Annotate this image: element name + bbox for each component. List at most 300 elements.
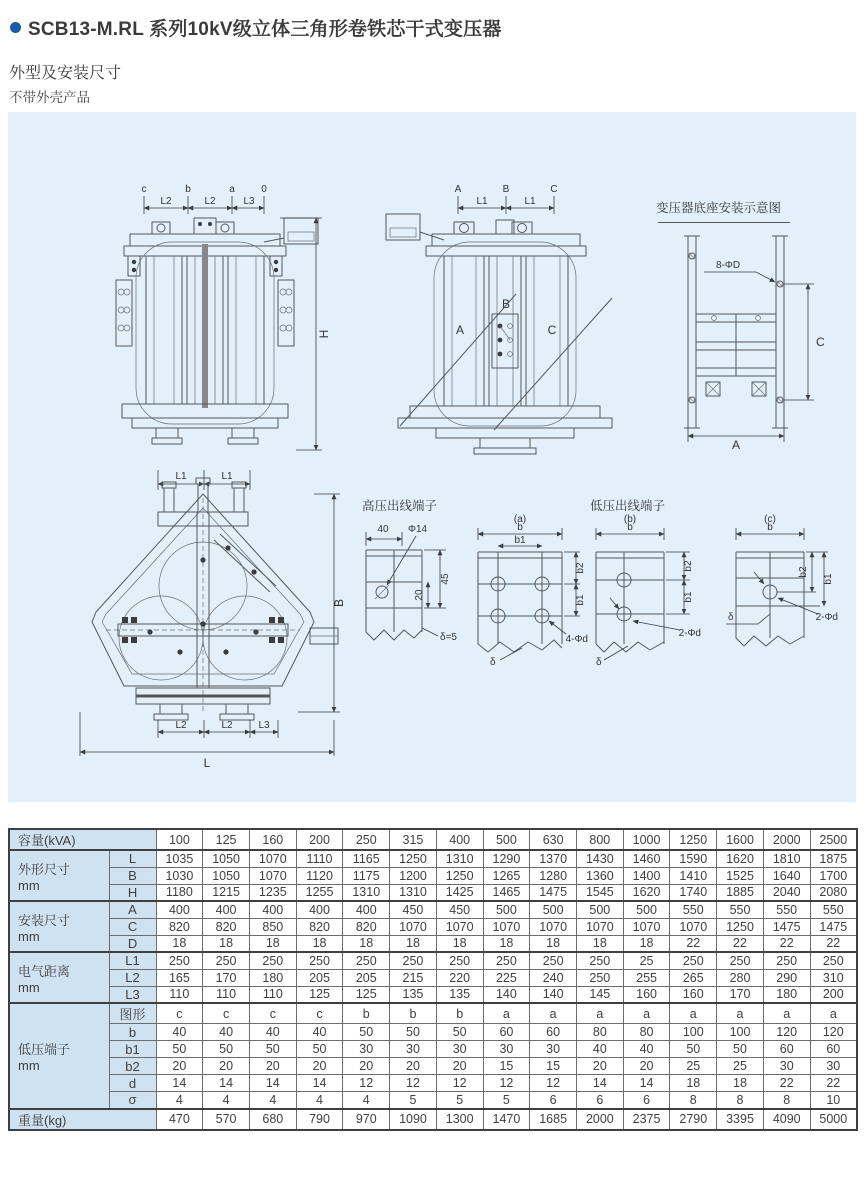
cell-value: 310 (810, 969, 857, 986)
capacity-value: 125 (203, 829, 250, 850)
cell-value: c (249, 1003, 296, 1024)
cell-value: 50 (203, 1041, 250, 1058)
cell-value: 40 (296, 1024, 343, 1041)
dim-label: C (816, 335, 825, 349)
cell-value: 1620 (717, 850, 764, 867)
weight-value: 3395 (717, 1109, 764, 1130)
row-label: b (109, 1024, 156, 1041)
page-title: SCB13-M.RL 系列10kV级立体三角形卷铁芯干式变压器 (28, 19, 502, 40)
terminal-c-drawing (724, 510, 839, 675)
cell-value: 120 (810, 1024, 857, 1041)
row-label: σ (109, 1092, 156, 1109)
cell-value: 20 (390, 1058, 437, 1075)
dim-label: L (203, 756, 211, 770)
cell-value: 14 (623, 1075, 670, 1092)
cell-value: 120 (763, 1024, 810, 1041)
caption-underline (658, 222, 790, 223)
weight-value: 1300 (436, 1109, 483, 1130)
cell-value: 22 (810, 935, 857, 952)
weight-value: 2790 (670, 1109, 717, 1130)
cell-value: 50 (343, 1024, 390, 1041)
cell-value: 6 (530, 1092, 577, 1109)
dim-label: L1 (175, 471, 187, 482)
cell-value: 265 (670, 969, 717, 986)
cell-value: 40 (623, 1041, 670, 1058)
cell-value: 1310 (390, 884, 437, 901)
cell-value: 1110 (296, 850, 343, 867)
base-mount-drawing (656, 230, 846, 450)
cell-value: 18 (670, 1075, 717, 1092)
cell-value: 1050 (203, 867, 250, 884)
cell-value: 8 (717, 1092, 764, 1109)
capacity-value: 1000 (623, 829, 670, 850)
cell-value: 1290 (483, 850, 530, 867)
weight-value: 4090 (763, 1109, 810, 1130)
cell-value: a (576, 1003, 623, 1024)
cell-value: 50 (670, 1041, 717, 1058)
cell-value: 6 (623, 1092, 670, 1109)
cell-value: 1875 (810, 850, 857, 867)
cell-value: 110 (156, 986, 203, 1003)
cell-value: 205 (343, 969, 390, 986)
cell-value: 18 (530, 935, 577, 952)
cell-value: 4 (249, 1092, 296, 1109)
row-label: A (109, 901, 156, 918)
cell-value: 220 (436, 969, 483, 986)
cell-value: 30 (343, 1041, 390, 1058)
cell-value: 170 (203, 969, 250, 986)
cell-value: 250 (763, 952, 810, 969)
cell-value: 250 (576, 952, 623, 969)
cell-value: 215 (390, 969, 437, 986)
cell-value: 18 (623, 935, 670, 952)
dim-label: δ (728, 612, 734, 623)
dim-label: A (731, 438, 741, 450)
cell-value: 12 (390, 1075, 437, 1092)
body-label: B (501, 297, 511, 311)
cell-value: 25 (670, 1058, 717, 1075)
dim-label: b (517, 522, 523, 533)
dim-label: 4-Φd (565, 634, 588, 645)
cell-value: 2080 (810, 884, 857, 901)
cell-value: b (390, 1003, 437, 1024)
cell-value: a (530, 1003, 577, 1024)
cell-value: 12 (343, 1075, 390, 1092)
cell-value: a (717, 1003, 764, 1024)
cell-value: 30 (483, 1041, 530, 1058)
cell-value: 1175 (343, 867, 390, 884)
cell-value: 50 (156, 1041, 203, 1058)
cell-value: 250 (296, 952, 343, 969)
cell-value: 110 (249, 986, 296, 1003)
cell-value: 400 (203, 901, 250, 918)
row-label: 图形 (109, 1003, 156, 1024)
dim-label: b1 (823, 573, 834, 585)
cell-value: 180 (249, 969, 296, 986)
capacity-value: 500 (483, 829, 530, 850)
weight-value: 1470 (483, 1109, 530, 1130)
dim-label: L3 (243, 196, 255, 207)
cell-value: 80 (623, 1024, 670, 1041)
cell-value: 1740 (670, 884, 717, 901)
cell-value: 25 (717, 1058, 764, 1075)
cell-value: 160 (670, 986, 717, 1003)
capacity-value: 2000 (763, 829, 810, 850)
dim-label: b (185, 184, 191, 195)
cell-value: 500 (483, 901, 530, 918)
cell-value: 250 (203, 952, 250, 969)
cell-value: 18 (390, 935, 437, 952)
cell-value: 1070 (249, 867, 296, 884)
cell-value: 1070 (576, 918, 623, 935)
cell-value: 250 (717, 952, 764, 969)
terminal-a-drawing (470, 510, 590, 675)
cell-value: 1165 (343, 850, 390, 867)
cell-value: 550 (810, 901, 857, 918)
weight-value: 790 (296, 1109, 343, 1130)
dim-label: L2 (204, 196, 216, 207)
hv-terminal-drawing (356, 520, 471, 670)
weight-value: 5000 (810, 1109, 857, 1130)
cell-value: 135 (390, 986, 437, 1003)
weight-value: 2375 (623, 1109, 670, 1130)
cell-value: 1425 (436, 884, 483, 901)
spec-table-container (8, 828, 858, 1131)
cell-value: 1070 (436, 918, 483, 935)
cell-value: 140 (530, 986, 577, 1003)
cell-value: 14 (249, 1075, 296, 1092)
cell-value: 5 (390, 1092, 437, 1109)
cell-value: 1700 (810, 867, 857, 884)
cell-value: 1810 (763, 850, 810, 867)
cell-value: 100 (717, 1024, 764, 1041)
cell-value: a (483, 1003, 530, 1024)
cell-value: 500 (623, 901, 670, 918)
cell-value: 400 (343, 901, 390, 918)
dim-label: 0 (261, 184, 267, 195)
terminal-b-drawing (588, 510, 703, 675)
row-label: C (109, 918, 156, 935)
dim-label: b (627, 522, 633, 533)
cell-value: 20 (203, 1058, 250, 1075)
cell-value: 165 (156, 969, 203, 986)
base-mount-caption: 变压器底座安装示意图 (656, 201, 782, 215)
side-view-drawing (360, 182, 650, 482)
cell-value: 18 (156, 935, 203, 952)
cell-value: 1070 (670, 918, 717, 935)
cell-value: 180 (763, 986, 810, 1003)
cell-value: 30 (763, 1058, 810, 1075)
cell-value: 22 (810, 1075, 857, 1092)
cell-value: 1250 (717, 918, 764, 935)
cell-value: 205 (296, 969, 343, 986)
cell-value: 1235 (249, 884, 296, 901)
cell-value: 5 (436, 1092, 483, 1109)
cell-value: 1525 (717, 867, 764, 884)
cell-value: 250 (810, 952, 857, 969)
cell-value: 80 (576, 1024, 623, 1041)
cell-value: 50 (249, 1041, 296, 1058)
cell-value: 20 (343, 1058, 390, 1075)
cell-value: 1280 (530, 867, 577, 884)
hv-terminal-caption: 高压出线端子 (362, 499, 438, 513)
cell-value: 30 (436, 1041, 483, 1058)
dim-label: b2 (798, 566, 809, 578)
row-label: L (109, 850, 156, 867)
cell-value: 820 (203, 918, 250, 935)
capacity-value: 1250 (670, 829, 717, 850)
dim-label: L1 (476, 196, 488, 207)
cell-value: 60 (483, 1024, 530, 1041)
cell-value: c (296, 1003, 343, 1024)
cell-value: 1120 (296, 867, 343, 884)
capacity-value: 2500 (810, 829, 857, 850)
cell-value: 1475 (810, 918, 857, 935)
row-label: L2 (109, 969, 156, 986)
holes-label: 8-ΦD (715, 260, 741, 271)
dim-label: 2-Φd (678, 628, 701, 639)
cell-value: 1465 (483, 884, 530, 901)
row-label: B (109, 867, 156, 884)
cell-value: 12 (530, 1075, 577, 1092)
capacity-row-label: 容量(kVA) (9, 829, 156, 850)
cell-value: 40 (576, 1041, 623, 1058)
cell-value: 1590 (670, 850, 717, 867)
cell-value: 820 (343, 918, 390, 935)
cell-value: 18 (343, 935, 390, 952)
cell-value: 4 (343, 1092, 390, 1109)
cell-value: 1070 (530, 918, 577, 935)
group-label: 电气距离 mm (9, 952, 109, 1003)
cell-value: 1070 (390, 918, 437, 935)
dim-label: 45 (440, 573, 451, 585)
cell-value: 400 (296, 901, 343, 918)
cell-value: 250 (436, 952, 483, 969)
cell-value: 1250 (436, 867, 483, 884)
cell-value: 5 (483, 1092, 530, 1109)
cell-value: 1255 (296, 884, 343, 901)
cell-value: 50 (390, 1024, 437, 1041)
capacity-value: 100 (156, 829, 203, 850)
cell-value: 40 (203, 1024, 250, 1041)
dim-label: δ (490, 657, 496, 668)
cell-value: 250 (670, 952, 717, 969)
cell-value: c (203, 1003, 250, 1024)
body-label: A (455, 323, 465, 337)
cell-value: 25 (623, 952, 670, 969)
cell-value: 12 (483, 1075, 530, 1092)
cell-value: 18 (296, 935, 343, 952)
cell-value: 550 (717, 901, 764, 918)
bullet-icon (10, 22, 21, 33)
dim-label: C (550, 184, 558, 195)
cell-value: 250 (249, 952, 296, 969)
cell-value: 10 (810, 1092, 857, 1109)
dim-label: L3 (258, 720, 270, 731)
dim-label: L1 (221, 471, 233, 482)
cell-value: 1070 (249, 850, 296, 867)
cell-value: 250 (343, 952, 390, 969)
row-label: H (109, 884, 156, 901)
group-label: 低压端子 mm (9, 1003, 109, 1109)
dim-label: B (502, 184, 510, 195)
cell-value: 1460 (623, 850, 670, 867)
cell-value: 14 (296, 1075, 343, 1092)
cell-value: 250 (156, 952, 203, 969)
dim-label: δ=5 (440, 632, 457, 643)
cell-value: 22 (670, 935, 717, 952)
cell-value: 8 (670, 1092, 717, 1109)
dim-label: L1 (524, 196, 536, 207)
dim-label: 20 (414, 589, 425, 601)
cell-value: 450 (436, 901, 483, 918)
drawing-panel (8, 112, 856, 802)
dim-label: L2 (221, 720, 233, 731)
capacity-value: 160 (249, 829, 296, 850)
cell-value: 18 (717, 1075, 764, 1092)
cell-value: 200 (810, 986, 857, 1003)
cell-value: 225 (483, 969, 530, 986)
cell-value: 1545 (576, 884, 623, 901)
cell-value: 250 (576, 969, 623, 986)
cell-value: 22 (717, 935, 764, 952)
cell-value: a (763, 1003, 810, 1024)
cell-value: 6 (576, 1092, 623, 1109)
cell-value: 110 (203, 986, 250, 1003)
cell-value: 400 (249, 901, 296, 918)
section-subtitle: 外型及安装尺寸 (9, 65, 122, 82)
dim-label: B (332, 598, 346, 608)
weight-row-label: 重量(kg) (9, 1109, 156, 1130)
cell-value: 18 (483, 935, 530, 952)
spec-table (8, 828, 858, 1131)
cell-value: 820 (156, 918, 203, 935)
cell-value: 1430 (576, 850, 623, 867)
cell-value: 1620 (623, 884, 670, 901)
top-view-drawing (58, 462, 348, 770)
cell-value: 1410 (670, 867, 717, 884)
capacity-value: 630 (530, 829, 577, 850)
cell-value: 15 (483, 1058, 530, 1075)
dim-label: L2 (160, 196, 172, 207)
cell-value: 240 (530, 969, 577, 986)
capacity-value: 200 (296, 829, 343, 850)
cell-value: 125 (343, 986, 390, 1003)
cell-value: a (810, 1003, 857, 1024)
cell-value: 145 (576, 986, 623, 1003)
cell-value: 14 (156, 1075, 203, 1092)
cell-value: 20 (249, 1058, 296, 1075)
weight-value: 470 (156, 1109, 203, 1130)
section-note: 不带外壳产品 (9, 90, 90, 105)
dim-label: 40 (377, 524, 389, 535)
cell-value: 20 (296, 1058, 343, 1075)
capacity-value: 1600 (717, 829, 764, 850)
capacity-value: 315 (390, 829, 437, 850)
cell-value: 280 (717, 969, 764, 986)
cell-value: 125 (296, 986, 343, 1003)
weight-value: 680 (249, 1109, 296, 1130)
weight-value: 570 (203, 1109, 250, 1130)
weight-value: 1090 (390, 1109, 437, 1130)
cell-value: 170 (717, 986, 764, 1003)
cell-value: 40 (156, 1024, 203, 1041)
cell-value: 4 (156, 1092, 203, 1109)
weight-value: 970 (343, 1109, 390, 1130)
cell-value: 50 (717, 1041, 764, 1058)
cell-value: b (343, 1003, 390, 1024)
dim-label: Φ14 (408, 524, 428, 535)
cell-value: 1360 (576, 867, 623, 884)
cell-value: 1050 (203, 850, 250, 867)
cell-value: 4 (203, 1092, 250, 1109)
dim-label: b2 (575, 562, 586, 574)
cell-value: 18 (203, 935, 250, 952)
cell-value: 2040 (763, 884, 810, 901)
cell-value: a (623, 1003, 670, 1024)
row-label: b1 (109, 1041, 156, 1058)
cell-value: 160 (623, 986, 670, 1003)
cell-value: 60 (530, 1024, 577, 1041)
cell-value: 14 (576, 1075, 623, 1092)
row-label: D (109, 935, 156, 952)
cell-value: 20 (436, 1058, 483, 1075)
cell-value: 250 (530, 952, 577, 969)
cell-value: 1200 (390, 867, 437, 884)
capacity-value: 800 (576, 829, 623, 850)
dim-label: H (317, 329, 331, 339)
row-label: b2 (109, 1058, 156, 1075)
cell-value: 250 (483, 952, 530, 969)
cell-value: 1370 (530, 850, 577, 867)
cell-value: 1400 (623, 867, 670, 884)
cell-value: 18 (436, 935, 483, 952)
cell-value: 400 (156, 901, 203, 918)
cell-value: 20 (623, 1058, 670, 1075)
dim-label: A (454, 184, 462, 195)
row-label: L1 (109, 952, 156, 969)
dim-label: L2 (175, 720, 187, 731)
cell-value: 1310 (343, 884, 390, 901)
dim-label: b1 (575, 594, 586, 606)
group-label: 外形尺寸 mm (9, 850, 109, 901)
group-label: 安装尺寸 mm (9, 901, 109, 952)
row-label: d (109, 1075, 156, 1092)
cell-value: 1250 (390, 850, 437, 867)
cell-value: 1180 (156, 884, 203, 901)
cell-value: 100 (670, 1024, 717, 1041)
dim-label: c (141, 184, 147, 195)
cell-value: 14 (203, 1075, 250, 1092)
cell-value: 1070 (483, 918, 530, 935)
cell-value: 820 (296, 918, 343, 935)
cell-value: 60 (763, 1041, 810, 1058)
cell-value: 50 (296, 1041, 343, 1058)
figure-tag: (a) (513, 514, 527, 525)
cell-value: 1265 (483, 867, 530, 884)
figure-tag: (b) (623, 514, 637, 525)
dim-label: 2-Φd (815, 612, 838, 623)
weight-value: 2000 (576, 1109, 623, 1130)
row-label: L3 (109, 986, 156, 1003)
cell-value: 450 (390, 901, 437, 918)
cell-value: a (670, 1003, 717, 1024)
cell-value: c (156, 1003, 203, 1024)
cell-value: 250 (390, 952, 437, 969)
cell-value: 20 (156, 1058, 203, 1075)
cell-value: 500 (576, 901, 623, 918)
capacity-value: 400 (436, 829, 483, 850)
